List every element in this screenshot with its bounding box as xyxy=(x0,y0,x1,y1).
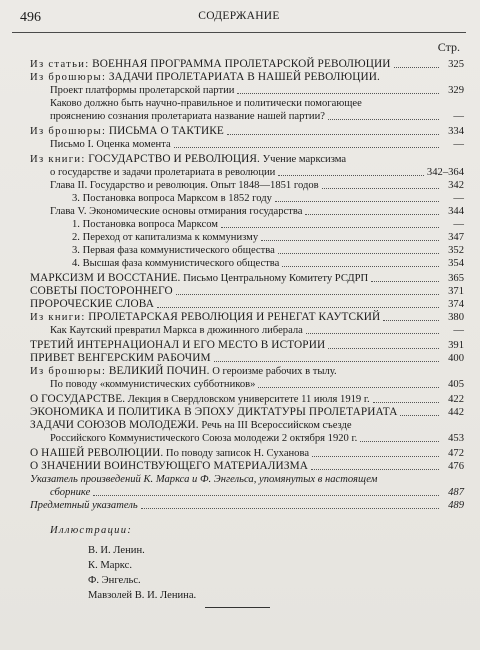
entry-prefix: Из брошюры: xyxy=(30,366,107,377)
dot-leader xyxy=(305,214,439,215)
entry-text: Проект платформы пролетарской партии xyxy=(50,85,235,96)
toc-subentry xyxy=(30,244,464,257)
entry-title: О ЗНАЧЕНИИ ВОИНСТВУЮЩЕГО МАТЕРИАЛИЗМА xyxy=(30,460,308,472)
toc-subentry xyxy=(30,110,464,123)
entry-subtitle: Лекция в Свердловском университете 11 июля 1919 г. xyxy=(125,394,370,405)
entry-text: 4. Высшая фаза коммунистического общества xyxy=(72,258,280,269)
illustrations-heading: Иллюстрации: xyxy=(50,525,133,536)
toc-entry xyxy=(30,365,464,378)
entry-page: — xyxy=(453,193,464,204)
illustrations-list xyxy=(30,543,464,603)
toc-entry xyxy=(30,460,464,473)
entry-page: 354 xyxy=(448,258,464,269)
toc-entry xyxy=(30,125,464,138)
toc-entry xyxy=(30,71,464,84)
dot-leader xyxy=(312,456,439,457)
entry-title: ГОСУДАРСТВО И РЕВОЛЮЦИЯ. xyxy=(88,153,260,165)
entry-page: 476 xyxy=(448,461,464,472)
entry-text: Письмо I. Оценка момента xyxy=(50,139,171,150)
dot-leader xyxy=(282,266,439,267)
entry-page: — xyxy=(453,325,464,336)
illustration-item: К. Маркс. xyxy=(88,560,133,571)
toc-entry xyxy=(30,499,464,512)
entry-title: ЗАДАЧИ ПРОЛЕТАРИАТА В НАШЕЙ РЕВОЛЮЦИИ. xyxy=(108,71,380,83)
entry-title: ЗАДАЧИ СОЮЗОВ МОЛОДЕЖИ. xyxy=(30,419,199,431)
entry-page: 405 xyxy=(448,379,464,390)
entry-title: ВЕЛИКИЙ ПОЧИН. xyxy=(108,365,210,377)
entry-page: 347 xyxy=(448,232,464,243)
entry-title: ПИСЬМА О ТАКТИКЕ xyxy=(108,125,224,137)
toc-subentry xyxy=(30,179,464,192)
dot-leader xyxy=(371,281,439,282)
dot-leader xyxy=(328,119,439,120)
dot-leader xyxy=(275,201,439,202)
entry-title: ПРОРОЧЕСКИЕ СЛОВА xyxy=(30,298,154,310)
dot-leader xyxy=(311,469,439,470)
entry-title: О ГОСУДАРСТВЕ. xyxy=(30,393,126,405)
dot-leader xyxy=(360,441,439,442)
toc-subentry xyxy=(30,138,464,151)
toc-subentry xyxy=(30,218,464,231)
entry-page: 342 xyxy=(448,180,464,191)
toc-subentry xyxy=(30,84,464,97)
entry-text: 3. Постановка вопроса Марксом в 1852 году xyxy=(72,193,272,204)
dot-leader xyxy=(141,508,439,509)
toc-subentry xyxy=(30,231,464,244)
entry-subtitle: По поводу записок Н. Суханова xyxy=(163,448,310,459)
entry-page: 344 xyxy=(448,206,464,217)
toc-entry xyxy=(30,406,464,419)
entry-subtitle: Письмо Центральному Комитету РСДРП xyxy=(180,273,369,284)
entry-page: 371 xyxy=(448,286,464,297)
toc-subentry xyxy=(30,378,464,391)
toc-subentry xyxy=(30,205,464,218)
dot-leader xyxy=(394,67,439,68)
entry-text: Предметный указатель xyxy=(30,500,138,511)
dot-leader xyxy=(278,253,439,254)
dot-leader xyxy=(93,495,439,496)
entry-prefix: Из брошюры: xyxy=(30,126,107,137)
entry-title: СОВЕТЫ ПОСТОРОННЕГО xyxy=(30,285,173,297)
dot-leader xyxy=(322,188,439,189)
toc-entry xyxy=(30,447,464,460)
entry-text: Глава II. Государство и революция. Опыт 1848—1851 годов xyxy=(50,180,319,191)
entry-page: 453 xyxy=(448,433,464,444)
entry-page: 380 xyxy=(448,312,464,323)
illustration-item: Мавзолей В. И. Ленина. xyxy=(88,590,197,601)
entry-title: ВОЕННАЯ ПРОГРАММА ПРОЛЕТАРСКОЙ РЕВОЛЮЦИИ xyxy=(92,58,391,70)
toc-entry xyxy=(30,298,464,311)
entry-text: прояснению сознания пролетариата название нашей партии? xyxy=(50,111,325,122)
toc-subentry xyxy=(30,166,464,179)
entry-text: сборнике xyxy=(50,487,91,498)
entry-page: 391 xyxy=(448,340,464,351)
entry-page: — xyxy=(453,111,464,122)
page-header xyxy=(12,6,466,33)
entry-page: — xyxy=(453,139,464,150)
dot-leader xyxy=(261,240,439,241)
dot-leader xyxy=(174,147,439,148)
toc-entry xyxy=(30,58,464,71)
entry-prefix: Из статьи: xyxy=(30,59,90,70)
dot-leader xyxy=(258,387,439,388)
entry-subtitle: Речь на III Всероссийском съезде xyxy=(198,420,352,431)
illustration-item: Ф. Энгельс. xyxy=(88,575,141,586)
entry-title: ПРИВЕТ ВЕНГЕРСКИМ РАБОЧИМ xyxy=(30,352,211,364)
illustration-item: В. И. Ленин. xyxy=(88,545,145,556)
entry-page: 325 xyxy=(448,59,464,70)
dot-leader xyxy=(400,415,439,416)
entry-prefix: Из книги: xyxy=(30,312,86,323)
entry-title: ЭКОНОМИКА И ПОЛИТИКА В ЭПОХУ ДИКТАТУРЫ ПРОЛЕТАРИАТА xyxy=(30,406,398,418)
entry-text: 3. Первая фаза коммунистического общества xyxy=(72,245,275,256)
toc-entry xyxy=(30,339,464,352)
entry-page: 365 xyxy=(448,273,464,284)
entry-page: 352 xyxy=(448,245,464,256)
toc-entry: Указатель произведений К. Маркса и Ф. Энгельса, упомянутых в настоящем xyxy=(30,474,378,485)
entry-page: 489 xyxy=(448,500,464,511)
entry-subtitle: О героизме рабочих в тылу. xyxy=(209,366,337,377)
entry-page: 334 xyxy=(448,126,464,137)
toc-subentry xyxy=(30,324,464,337)
dot-leader xyxy=(157,307,439,308)
entry-title: ТРЕТИЙ ИНТЕРНАЦИОНАЛ И ЕГО МЕСТО В ИСТОРИИ xyxy=(30,339,326,351)
entry-text: Как Каутский превратил Маркса в дюжинного либерала xyxy=(50,325,303,336)
toc-subentry: Каково должно быть научно-правильное и политически помогающее xyxy=(50,98,362,109)
entry-page: 342–364 xyxy=(426,167,464,178)
entry-page: 487 xyxy=(448,487,464,498)
toc-entry xyxy=(30,285,464,298)
entry-page: 374 xyxy=(448,299,464,310)
entry-page: 422 xyxy=(448,394,464,405)
entry-text: о государстве и задачи пролетариата в революции xyxy=(50,167,276,178)
dot-leader xyxy=(221,227,439,228)
entry-page: — xyxy=(453,219,464,230)
dot-leader xyxy=(214,361,439,362)
page-number: 496 xyxy=(20,10,41,25)
toc-entry xyxy=(30,393,464,406)
footer-rule xyxy=(205,607,270,608)
entry-prefix: Из книги: xyxy=(30,154,86,165)
entry-title: ПРОЛЕТАРСКАЯ РЕВОЛЮЦИЯ И РЕНЕГАТ КАУТСКИЙ xyxy=(88,311,381,323)
entry-text: 1. Постановка вопроса Марксом xyxy=(72,219,219,230)
dot-leader xyxy=(328,348,439,349)
dot-leader xyxy=(176,294,439,295)
toc-entry xyxy=(30,153,464,166)
running-title: СОДЕРЖАНИЕ xyxy=(198,10,280,22)
table-of-contents xyxy=(30,58,464,603)
toc-subentry xyxy=(30,432,464,445)
toc-entry xyxy=(30,352,464,365)
entry-page: 400 xyxy=(448,353,464,364)
entry-page: 329 xyxy=(448,85,464,96)
entry-text: Глава V. Экономические основы отмирания государства xyxy=(50,206,303,217)
entry-page: 442 xyxy=(448,407,464,418)
entry-subtitle: Учение марксизма xyxy=(259,154,347,165)
dot-leader xyxy=(278,175,424,176)
toc-entry xyxy=(30,486,464,499)
toc-entry xyxy=(30,272,464,285)
toc-subentry xyxy=(30,257,464,270)
dot-leader xyxy=(227,134,439,135)
dot-leader xyxy=(237,93,439,94)
entry-title: МАРКСИЗМ И ВОССТАНИЕ. xyxy=(30,272,181,284)
entry-title: О НАШЕЙ РЕВОЛЮЦИИ. xyxy=(30,447,164,459)
toc-entry xyxy=(30,311,464,324)
entry-text: Российского Коммунистического Союза молодежи 2 октября 1920 г. xyxy=(50,433,358,444)
toc-entry xyxy=(30,419,464,432)
page-column-heading: Стр. xyxy=(437,40,460,54)
entry-page: 472 xyxy=(448,448,464,459)
entry-text: По поводу «коммунистических субботников» xyxy=(50,379,256,390)
entry-text: 2. Переход от капитализма к коммунизму xyxy=(72,232,259,243)
toc-subentry xyxy=(30,192,464,205)
entry-prefix: Из брошюры: xyxy=(30,72,107,83)
dot-leader xyxy=(306,333,439,334)
dot-leader xyxy=(373,402,439,403)
dot-leader xyxy=(383,320,439,321)
